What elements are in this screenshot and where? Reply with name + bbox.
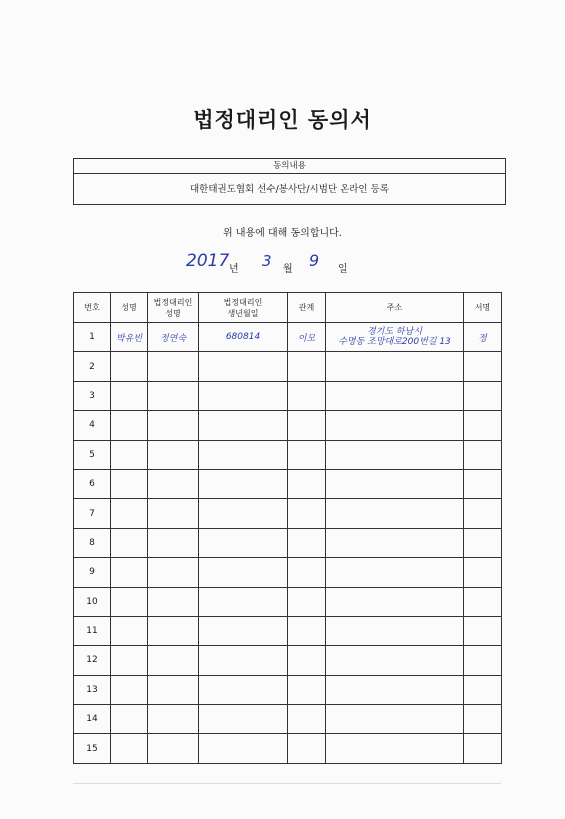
- row-signature: [464, 528, 502, 557]
- row-guardian-birth: [199, 469, 288, 498]
- row-signature: [464, 411, 502, 440]
- row-signature: [464, 352, 502, 381]
- row-relation: [288, 705, 326, 734]
- date-month-handwritten: 3: [262, 252, 272, 270]
- date-day-label: 일: [338, 264, 348, 275]
- row-guardian-name: [148, 499, 199, 528]
- table-row: [74, 587, 502, 616]
- row-address: [326, 411, 464, 440]
- row-guardian-birth: [199, 411, 288, 440]
- table-row: [74, 499, 502, 528]
- row-guardian-name: [148, 352, 199, 381]
- row-no: 12: [74, 646, 111, 675]
- row-name: [111, 440, 148, 469]
- table-row: [74, 646, 502, 675]
- row-no: 11: [74, 616, 111, 645]
- row-address: [326, 675, 464, 704]
- row-guardian-birth: [199, 499, 288, 528]
- table-row: [74, 528, 502, 557]
- header-guardian-name: 법정대리인 성명: [148, 293, 199, 323]
- table-row: [74, 734, 502, 763]
- row-signature: [464, 469, 502, 498]
- row-no: 10: [74, 587, 111, 616]
- row-name: 박유빈: [111, 323, 148, 352]
- date-year-label: 년: [229, 264, 239, 275]
- row-relation: [288, 381, 326, 410]
- row-address: [326, 734, 464, 763]
- row-no: 8: [74, 528, 111, 557]
- header-signature: 서명: [464, 293, 502, 323]
- row-address: [326, 705, 464, 734]
- row-guardian-birth: 680814: [199, 323, 288, 352]
- row-relation: [288, 734, 326, 763]
- row-signature: [464, 587, 502, 616]
- table-row: [74, 440, 502, 469]
- row-guardian-name: [148, 411, 199, 440]
- row-no: 9: [74, 558, 111, 587]
- address-line2: 수명동 조망대로200번길 13: [338, 337, 451, 348]
- table-row: [74, 323, 502, 352]
- row-relation: [288, 440, 326, 469]
- address-line1: 경기도 하남시: [366, 327, 423, 338]
- row-signature: [464, 440, 502, 469]
- table-row: [74, 411, 502, 440]
- row-guardian-name: [148, 587, 199, 616]
- row-guardian-birth: [199, 587, 288, 616]
- table-header-row: [74, 293, 502, 323]
- date-year-handwritten: 2017: [186, 251, 230, 271]
- row-name: [111, 675, 148, 704]
- row-no: 2: [74, 352, 111, 381]
- row-signature: [464, 558, 502, 587]
- row-signature: [464, 381, 502, 410]
- row-relation: [288, 469, 326, 498]
- row-relation: [288, 352, 326, 381]
- footer-line: [73, 783, 501, 784]
- row-guardian-name: [148, 440, 199, 469]
- table-row: [74, 675, 502, 704]
- row-signature: [464, 675, 502, 704]
- row-name: [111, 469, 148, 498]
- row-no: 6: [74, 469, 111, 498]
- row-relation: [288, 616, 326, 645]
- header-relation: 관계: [288, 293, 326, 323]
- row-name: [111, 646, 148, 675]
- row-name: [111, 381, 148, 410]
- header-name: 성명: [111, 293, 148, 323]
- row-address: [326, 587, 464, 616]
- row-address: [326, 616, 464, 645]
- header-guardian-birth: 법정대리인 생년월일: [199, 293, 288, 323]
- row-guardian-name: [148, 381, 199, 410]
- row-guardian-name: [148, 734, 199, 763]
- row-name: [111, 705, 148, 734]
- row-guardian-name: [148, 705, 199, 734]
- row-relation: [288, 528, 326, 557]
- row-guardian-birth: [199, 352, 288, 381]
- row-no: 5: [74, 440, 111, 469]
- row-address: [326, 469, 464, 498]
- row-guardian-name: [148, 558, 199, 587]
- row-guardian-birth: [199, 528, 288, 557]
- row-signature: [464, 646, 502, 675]
- row-no: 13: [74, 675, 111, 704]
- table-row: [74, 352, 502, 381]
- row-signature: [464, 616, 502, 645]
- row-no: 14: [74, 705, 111, 734]
- row-relation: [288, 499, 326, 528]
- table-row: [74, 558, 502, 587]
- row-relation: [288, 411, 326, 440]
- row-guardian-name: [148, 675, 199, 704]
- row-name: [111, 528, 148, 557]
- row-address: [326, 352, 464, 381]
- row-relation: 이모: [288, 323, 326, 352]
- row-name: [111, 734, 148, 763]
- consent-box: [73, 158, 506, 205]
- row-name: [111, 352, 148, 381]
- row-guardian-birth: [199, 616, 288, 645]
- row-relation: [288, 646, 326, 675]
- row-name: [111, 616, 148, 645]
- row-name: [111, 558, 148, 587]
- row-no: 4: [74, 411, 111, 440]
- row-guardian-birth: [199, 558, 288, 587]
- row-guardian-name: [148, 469, 199, 498]
- header-no: 번호: [74, 293, 111, 323]
- row-address: [326, 381, 464, 410]
- row-guardian-name: [148, 646, 199, 675]
- row-no: 3: [74, 381, 111, 410]
- date-month-label: 월: [283, 264, 293, 275]
- row-address: [326, 528, 464, 557]
- row-no: 1: [74, 323, 111, 352]
- row-guardian-birth: [199, 646, 288, 675]
- row-guardian-birth: [199, 734, 288, 763]
- consent-header: 동의내용: [74, 159, 505, 174]
- row-name: [111, 587, 148, 616]
- table-row: [74, 469, 502, 498]
- row-relation: [288, 558, 326, 587]
- header-address: 주소: [326, 293, 464, 323]
- row-guardian-birth: [199, 705, 288, 734]
- date-row: [0, 251, 565, 277]
- row-no: 7: [74, 499, 111, 528]
- agree-statement: 위 내용에 대해 동의합니다.: [223, 228, 342, 239]
- row-address: [326, 323, 464, 352]
- table-row: [74, 616, 502, 645]
- row-name: [111, 499, 148, 528]
- row-signature: [464, 499, 502, 528]
- row-guardian-name: [148, 528, 199, 557]
- row-guardian-birth: [199, 440, 288, 469]
- row-address: [326, 499, 464, 528]
- roster-table: [73, 292, 502, 764]
- row-signature: [464, 734, 502, 763]
- document-title: 법정대리인 동의서: [193, 107, 372, 132]
- row-address: [326, 646, 464, 675]
- row-signature: 정: [464, 323, 502, 352]
- row-guardian-birth: [199, 675, 288, 704]
- row-name: [111, 411, 148, 440]
- row-address: [326, 558, 464, 587]
- table-row: [74, 381, 502, 410]
- row-guardian-birth: [199, 381, 288, 410]
- row-no: 15: [74, 734, 111, 763]
- row-signature: [464, 705, 502, 734]
- table-row: [74, 705, 502, 734]
- row-guardian-name: 정연숙: [148, 323, 199, 352]
- date-day-handwritten: 9: [309, 251, 320, 270]
- consent-text: 대한태권도협회 선수/봉사단/시범단 온라인 등록: [189, 184, 389, 195]
- row-guardian-name: [148, 616, 199, 645]
- row-relation: [288, 587, 326, 616]
- row-relation: [288, 675, 326, 704]
- row-address: [326, 440, 464, 469]
